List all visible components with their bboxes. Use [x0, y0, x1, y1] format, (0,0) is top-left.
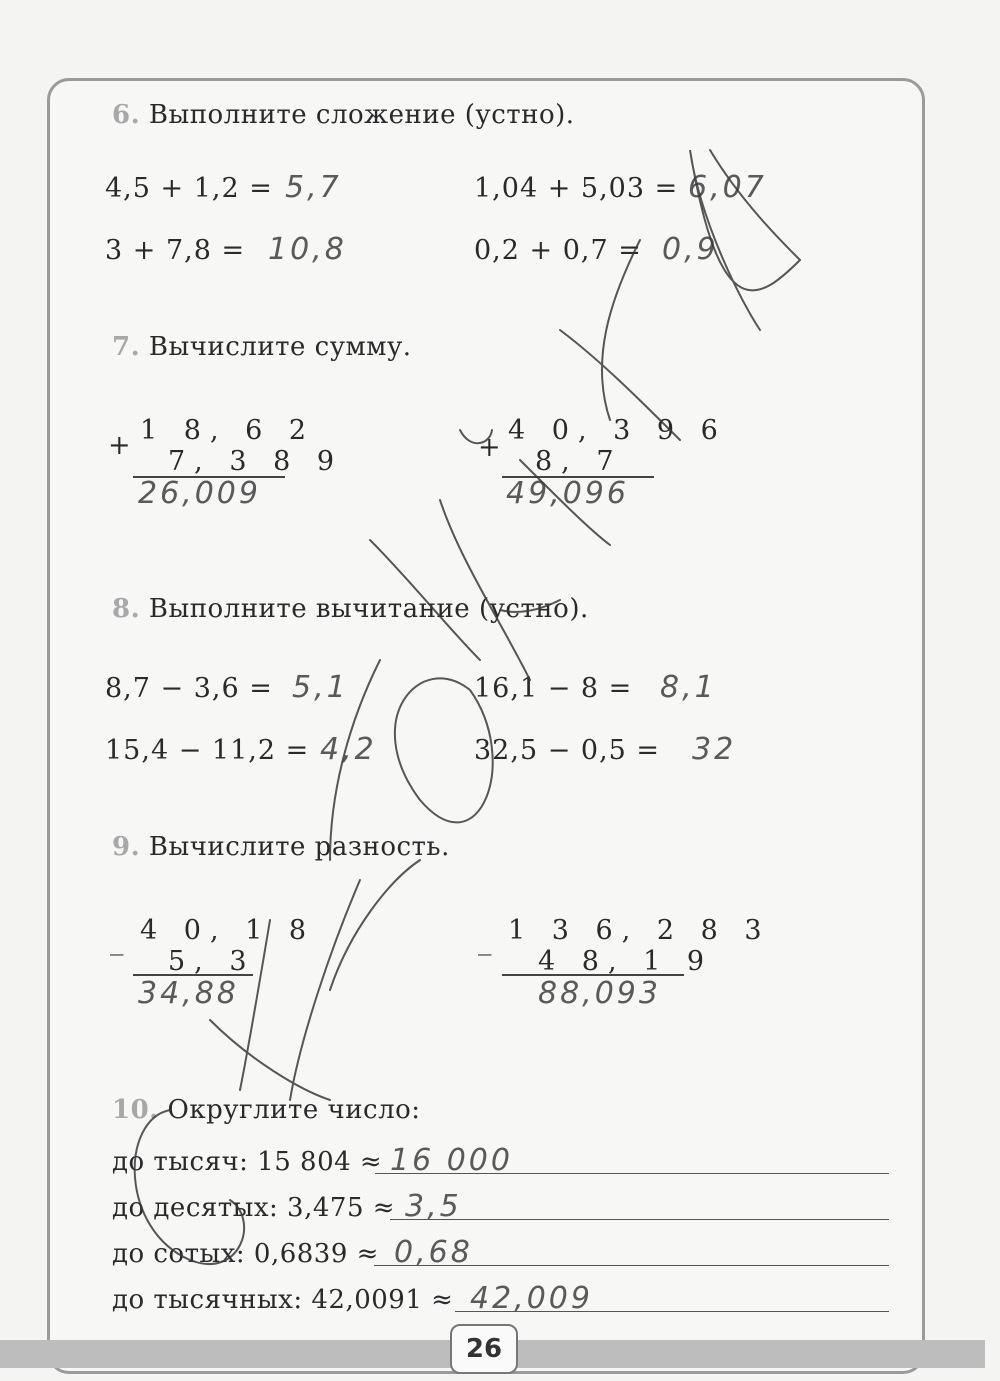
task6-answer-1: 5,7 [285, 170, 342, 205]
task8-number: 8. [112, 594, 141, 624]
task9b-sign: _ [478, 925, 493, 956]
task6-expr-4: 0,2 + 0,7 = [474, 235, 642, 266]
task9a-top: 4 0, 1 8 [140, 915, 316, 946]
task10-title: Округлите число: [167, 1095, 421, 1125]
task8-expr-1: 8,7 − 3,6 = [105, 673, 273, 704]
task8-answer-1: 5,1 [292, 670, 349, 705]
task7-number: 7. [112, 332, 141, 362]
page-number: 26 [450, 1324, 518, 1374]
task8-expr-4: 32,5 − 0,5 = [474, 735, 661, 766]
task9a-result: 34,88 [138, 976, 239, 1011]
task8-title: Выполните вычитание (устно). [148, 594, 589, 624]
task7a-bottom: 7, 3 8 9 [168, 446, 344, 477]
task6-answer-4: 0,9 [662, 232, 719, 267]
task10-answer-1: 16 000 [390, 1143, 513, 1178]
task9a-bottom: 5, 3 [168, 946, 256, 977]
task6-title: Выполните сложение (устно). [148, 100, 575, 130]
task10-label-3: до сотых: 0,6839 ≈ [112, 1239, 379, 1269]
task6-expr-2: 1,04 + 5,03 = [474, 173, 679, 204]
task7b-sign: + [478, 432, 502, 463]
task9-number: 9. [112, 832, 141, 862]
task9b-bottom: 4 8, 1 9 [538, 946, 714, 977]
task6-number: 6. [112, 100, 141, 130]
task7b-top: 4 0, 3 9 6 [508, 415, 727, 446]
task7a-top: 1 8, 6 2 [140, 415, 316, 446]
task7b-result: 49,096 [506, 476, 629, 511]
task8-answer-2: 8,1 [660, 670, 717, 705]
task10-answer-4: 42,009 [470, 1281, 593, 1316]
task9-title: Вычислите разность. [148, 832, 450, 862]
task10-label-2: до десятых: 3,475 ≈ [112, 1193, 396, 1223]
task10-label-4: до тысячных: 42,0091 ≈ [112, 1285, 454, 1315]
task7a-sign: + [108, 430, 132, 461]
task8-answer-4: 32 [692, 732, 737, 767]
task9b-top: 1 3 6, 2 8 3 [508, 915, 771, 946]
task8-expr-3: 15,4 − 11,2 = [105, 735, 310, 766]
task6-answer-2: 6,07 [688, 170, 767, 205]
task7b-bottom: 8, 7 [535, 446, 623, 477]
task9b-result: 88,093 [538, 976, 661, 1011]
task10-answer-3: 0,68 [394, 1235, 473, 1270]
task9a-sign: _ [110, 925, 125, 956]
task8-expr-2: 16,1 − 8 = [474, 673, 633, 704]
task10-answer-2: 3,5 [405, 1189, 462, 1224]
task6-answer-3: 10,8 [268, 232, 347, 267]
task10-number: 10. [112, 1095, 159, 1125]
task7a-result: 26,009 [138, 476, 261, 511]
task10-label-1: до тысяч: 15 804 ≈ [112, 1147, 383, 1177]
task7-title: Вычислите сумму. [148, 332, 412, 362]
task6-expr-3: 3 + 7,8 = [105, 235, 246, 266]
task8-answer-3: 4,2 [320, 732, 377, 767]
task6-expr-1: 4,5 + 1,2 = [105, 173, 273, 204]
